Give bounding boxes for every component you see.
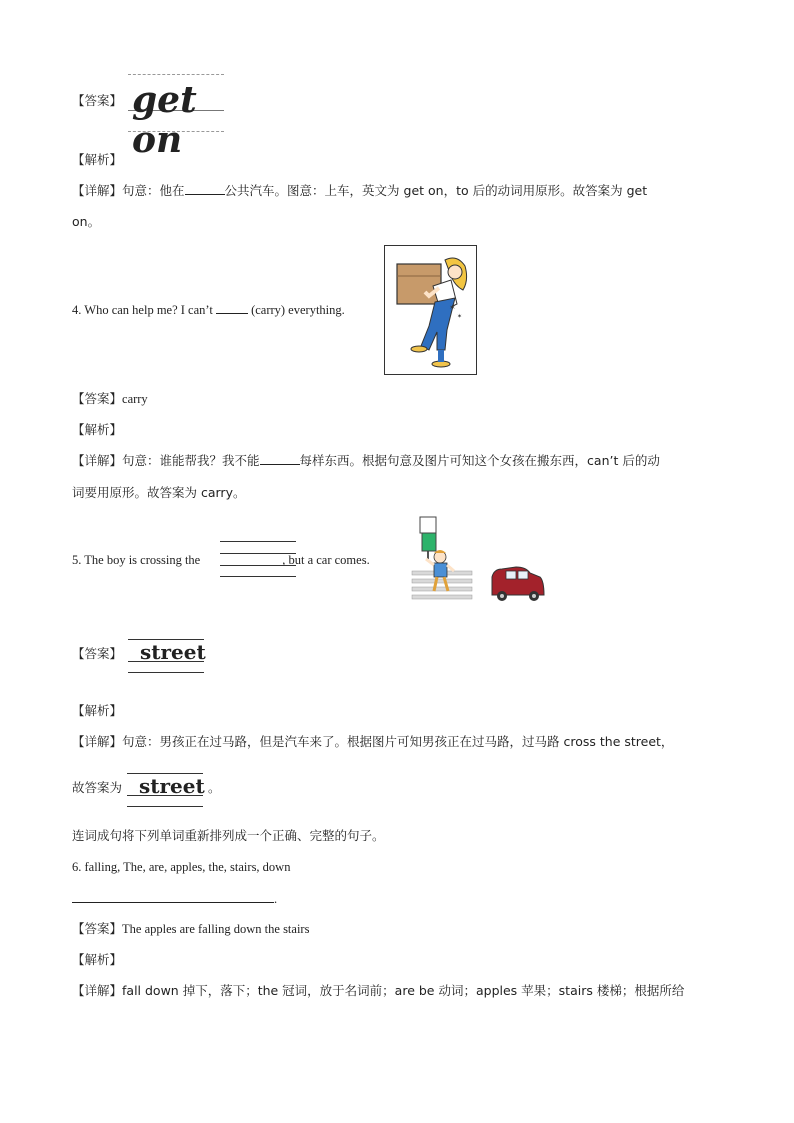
crossing-street-image xyxy=(410,515,545,605)
answer-tag: 【答案】 xyxy=(72,391,123,406)
analysis-tag: 【解析】 xyxy=(72,152,123,167)
answer-line-blank: . xyxy=(72,890,277,908)
detail-line-cont: on。 xyxy=(72,214,101,229)
detail-line: 【详解】句意：男孩正在过马路，但是汽车来了。根据图片可知男孩正在过马路，过马路 cross the street， xyxy=(72,734,674,749)
section-title: 连词成句将下列单词重新排列成一个正确、完整的句子。 xyxy=(72,828,385,843)
analysis-tag: 【解析】 xyxy=(72,952,123,967)
answer-text: carry xyxy=(122,392,148,406)
detail-tag: 【详解】 xyxy=(72,453,123,468)
detail-tag: 【详解】 xyxy=(72,983,123,998)
svg-text:✶: ✶ xyxy=(449,303,456,312)
answer-line xyxy=(72,920,309,938)
detail-line-cont: 词要用原形。故答案为 carry。 xyxy=(72,485,246,500)
blank xyxy=(260,452,300,465)
answer-handwritten-word: get on xyxy=(132,79,197,161)
girl-carrying-box-illustration xyxy=(385,246,476,374)
svg-text:✶: ✶ xyxy=(457,314,463,320)
girl-carrying-box-image xyxy=(384,245,477,375)
detail-line: 【详解】句意：他在 公共汽车。图意：上车，英文为 get on，to 后的动词用原形。故答案为 get xyxy=(72,183,648,198)
question-6: 6. falling, The, are, apples, the, stairs, down xyxy=(72,860,291,874)
answer-handwritten-word: street xyxy=(140,640,206,664)
detail-tag: 【详解】 xyxy=(72,734,123,749)
boy-crossing-street-illustration xyxy=(410,515,545,605)
answer-handwritten-word: street xyxy=(139,774,205,798)
answer-writing-lines xyxy=(220,541,296,577)
conclusion-line: 故答案为 。 xyxy=(72,780,221,795)
answer-line xyxy=(72,390,148,408)
answer-tag: 【答案】 xyxy=(72,921,123,936)
handwriting-answer-box xyxy=(128,74,224,161)
question-4: 4. Who can help me? I can’t (carry) everything. xyxy=(72,303,345,317)
answer-blank xyxy=(216,301,248,314)
answer-blank xyxy=(72,890,274,903)
analysis-tag: 【解析】 xyxy=(72,703,123,718)
question-5: 5. The boy is crossing the , but a car comes. xyxy=(72,553,370,567)
handwriting-answer-box xyxy=(128,639,204,673)
detail-line: 【详解】句意：谁能帮我？我不能 每样东西。根据句意及图片可知这个女孩在搬东西，can’t 后的动 xyxy=(72,453,660,468)
analysis-tag: 【解析】 xyxy=(72,422,123,437)
blank xyxy=(185,182,225,195)
detail-tag: 【详解】 xyxy=(72,183,123,198)
handwriting-answer-box xyxy=(127,773,203,807)
answer-tag: 【答案】 xyxy=(72,93,123,108)
detail-line: 【详解】fall down 掉下，落下；the 冠词，放于名词前；are be 动词；apples 苹果；stairs 楼梯；根据所给 xyxy=(72,983,685,998)
answer-tag: 【答案】 xyxy=(72,646,123,661)
answer-text: The apples are falling down the stairs xyxy=(122,922,310,936)
